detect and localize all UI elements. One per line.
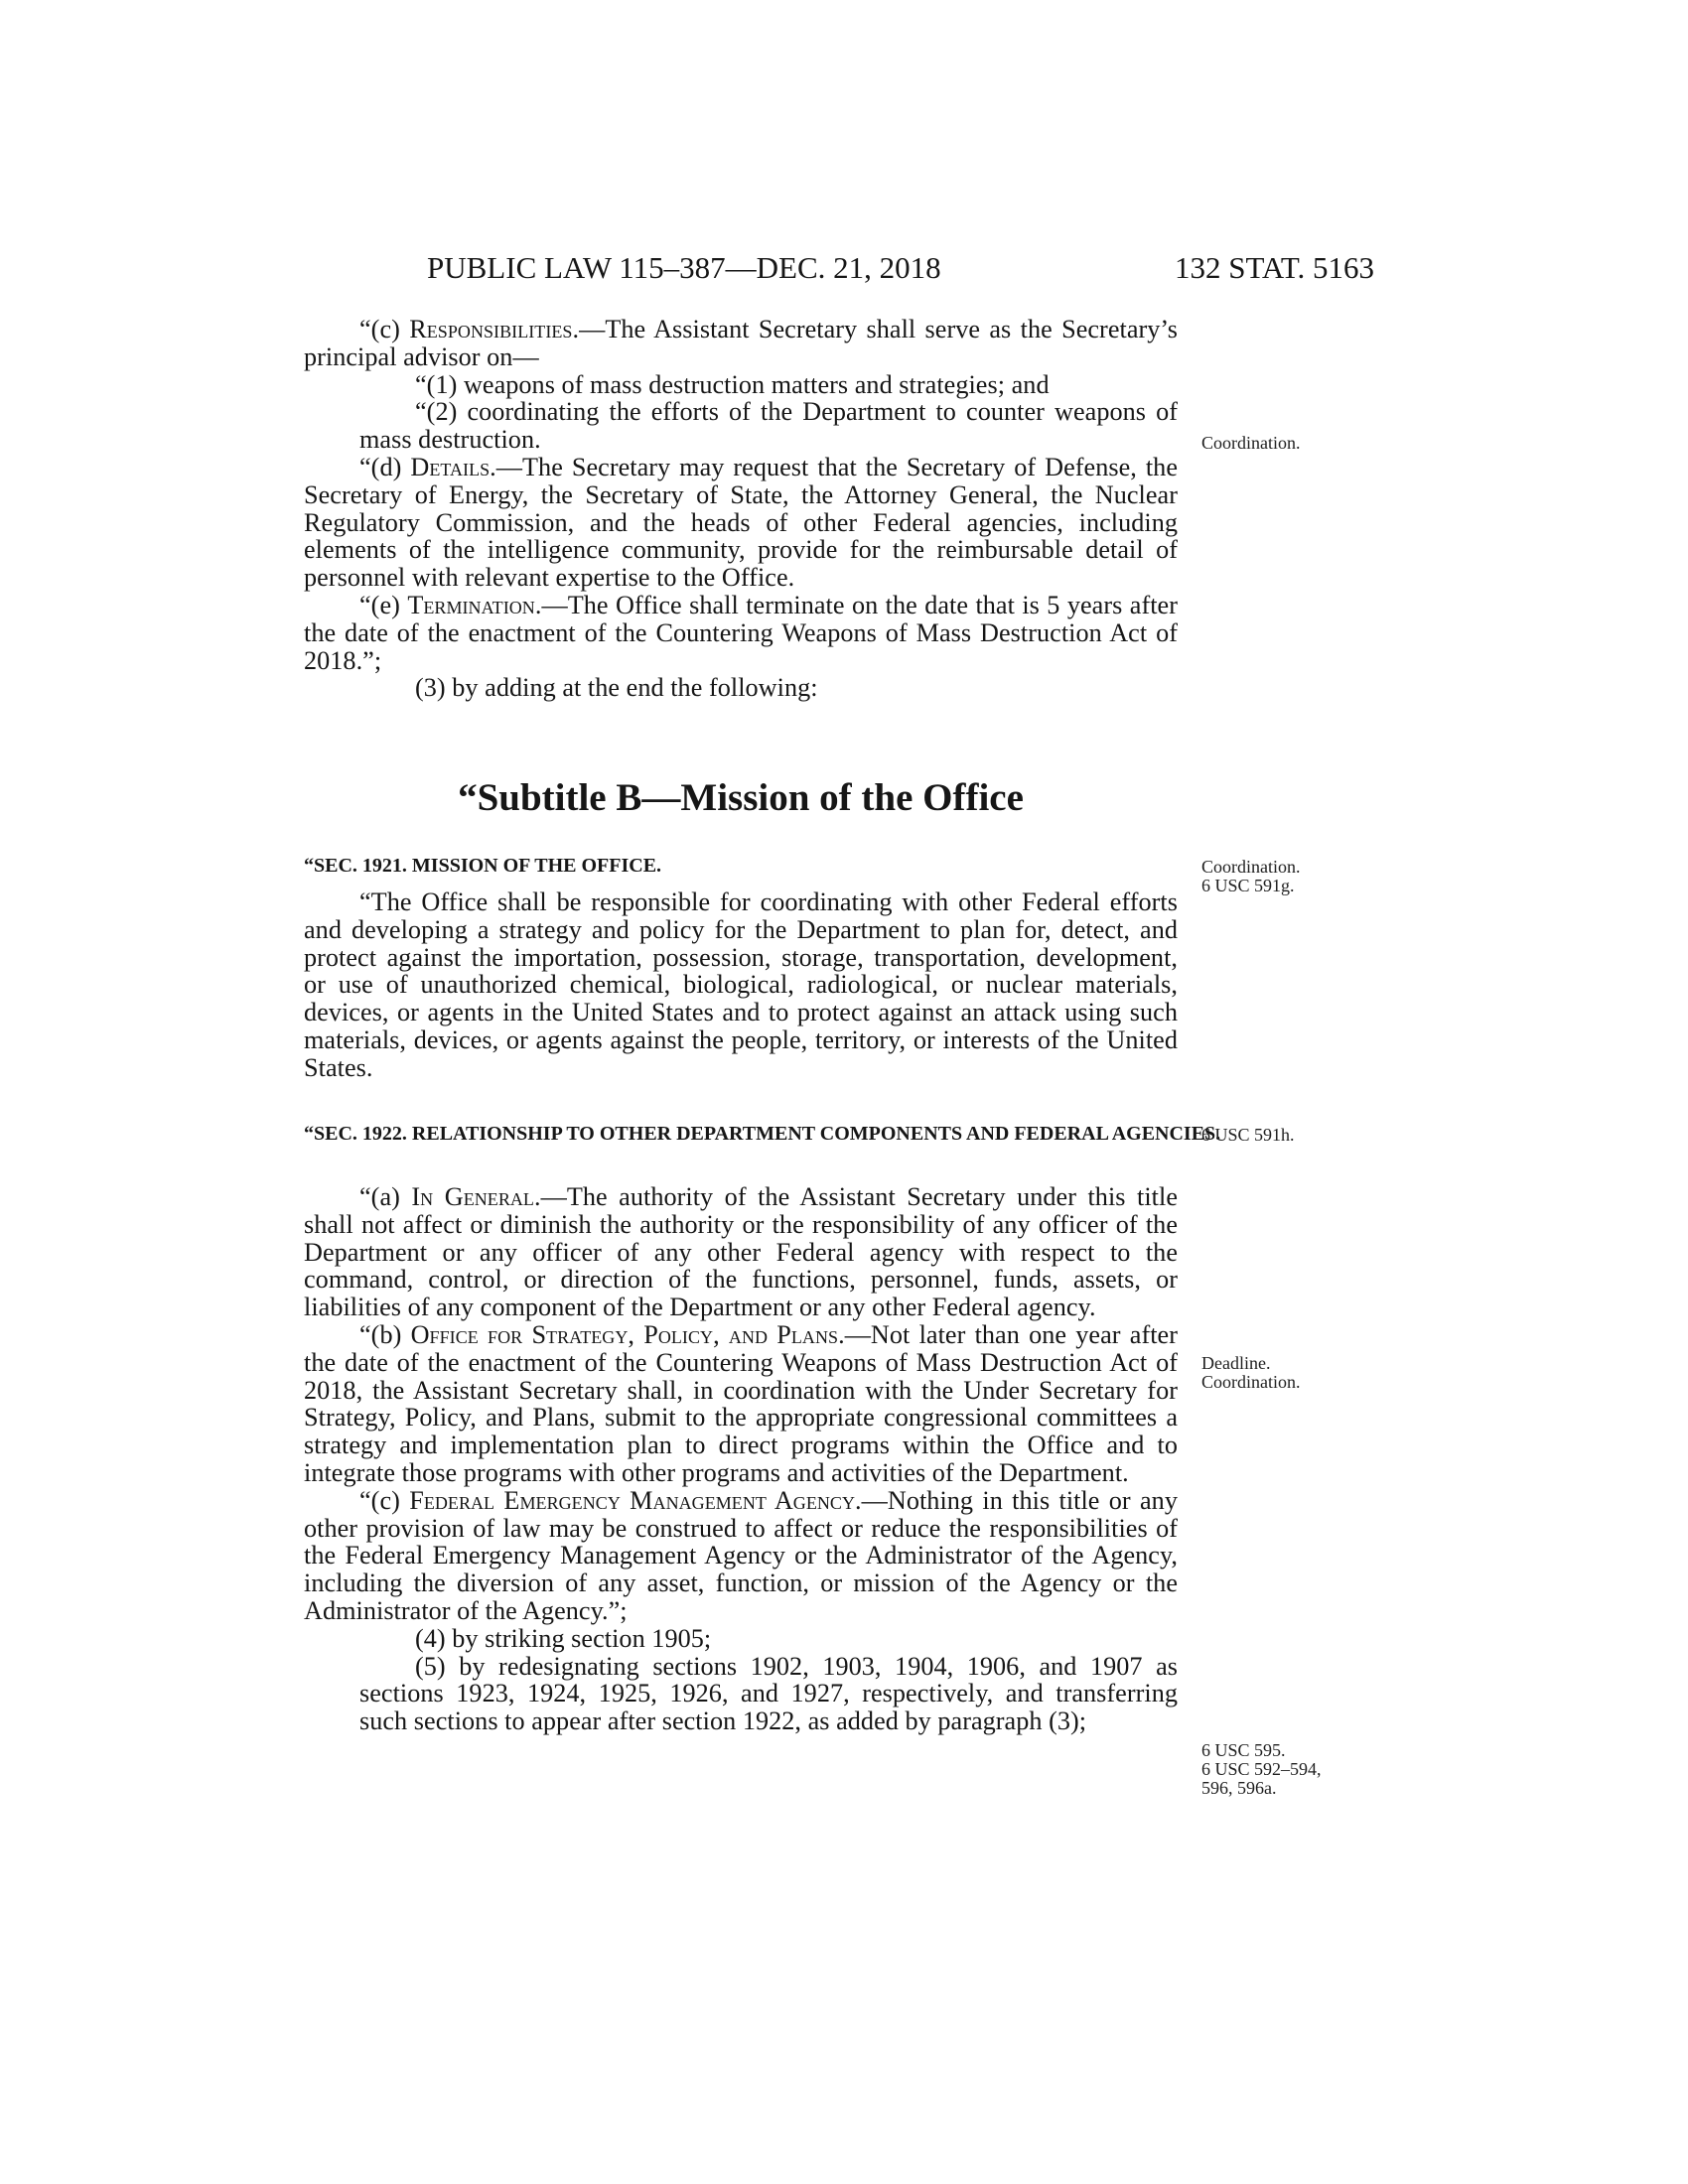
heading-in-general: In General [411,1182,534,1211]
paragraph-d-details: “(d) Details.—The Secretary may request that the Secretary of Defense, the Secretary of Energy, the Secretary of State, the Attorney General, the Nuclear Regulatory Commission, and the heads of other Federal agencies, including elements of the intelligence community, provide for the reimbursable detail of personnel with relevant expertise to the Office. [304,452,1178,593]
section-1922-heading: “SEC. 1922. RELATIONSHIP TO OTHER DEPARTMENT COMPONENTS AND FEDERAL AGENCIES. [304,1123,1221,1145]
heading-office-strategy: Office for Strategy, Policy, and Plans [410,1319,839,1349]
margin-note-deadline-coordination: Deadline. Coordination. [1201,1353,1301,1392]
body-block-sec1922 [304,1183,1178,1735]
paragraph-5: (5) by redesignating sections 1902, 1903, 1904, 1906, and 1907 as sections 1923, 1924, 1925, 1926, and 1927, respectively, and transferring such sections to appear after section 1922, as added by paragraph (3); [359,1651,1178,1736]
paragraph-c-responsibilities: “(c) Responsibilities.—The Assistant Secretary shall serve as the Secretary’s principal advisor on— [304,315,1178,371]
section-1921-heading: “SEC. 1921. MISSION OF THE OFFICE. [304,855,662,877]
margin-note-usc-595: 6 USC 595. 6 USC 592–594, 596, 596a. [1201,1740,1322,1798]
heading-details: Details [410,452,491,481]
margin-note-coordination-1: Coordination. [1201,433,1301,453]
paragraph-c-fema: “(c) Federal Emergency Management Agency.—Nothing in this title or any other provision of law may be construed to affect or reduce the responsibilities of the Federal Emergency Management Agency or the Administrator of the Agency, including the diversion of any asset, function, or mission of the Agency or the Administrator of the Agency.”; [304,1485,1178,1625]
heading-termination: Termination [407,590,535,619]
paragraph-sec1921: “The Office shall be responsible for coordinating with other Federal efforts and developing a strategy and policy for the Department to plan for, detect, and protect against the importation, possession, storage, transportation, development, or use of unauthorized chemical, biological, radiological, or nuclear materials, devices, or agents in the United States and to protect against an attack using such materials, devices, or agents against the people, territory, or interests of the United States. [304,887,1178,1082]
running-header-stat-page: 132 STAT. 5163 [1174,250,1374,285]
heading-responsibilities: Responsibilities [409,315,573,343]
paragraph-e-termination: “(e) Termination.—The Office shall terminate on the date that is 5 years after the date of the enactment of the Countering Weapons of Mass Destruction Act of 2018.”; [304,590,1178,675]
body-block-sec1921 [304,888,1178,1082]
paragraph-b-office-strategy: “(b) Office for Strategy, Policy, and Plans.—Not later than one year after the date of the enactment of the Countering Weapons of Mass Destruction Act of 2018, the Assistant Secretary shall, in coordination with the Under Secretary for Strategy, Policy, and Plans, submit to the appropriate congressional committees a strategy and implementation plan to direct programs within the Office and to integrate those programs with other programs and activities of the Department. [304,1319,1178,1487]
paragraph-c1: “(1) weapons of mass destruction matters and strategies; and [415,369,1050,399]
paragraph-c2: “(2) coordinating the efforts of the Department to counter weapons of mass destruction. [359,397,1178,455]
margin-note-591h: 6 USC 591h. [1201,1125,1295,1145]
paragraph-a-in-general: “(a) In General.—The authority of the Assistant Secretary under this title shall not affect or diminish the authority or the responsibility of any officer of the Department or any officer of any other Federal agency with respect to the command, control, or direction of the functions, personnel, funds, assets, or liabilities of any component of the Department or any other Federal agency. [304,1182,1178,1322]
paragraph-3: (3) by adding at the end the following: [415,673,818,703]
body-block-1 [304,316,1178,702]
running-header-title: PUBLIC LAW 115–387—DEC. 21, 2018 [427,250,941,285]
paragraph-4: (4) by striking section 1905; [415,1623,712,1653]
margin-note-coordination-591g: Coordination. 6 USC 591g. [1201,857,1301,895]
subtitle-heading: “Subtitle B—Mission of the Office [458,776,1024,819]
heading-fema: Federal Emergency Management Agency [409,1485,856,1515]
